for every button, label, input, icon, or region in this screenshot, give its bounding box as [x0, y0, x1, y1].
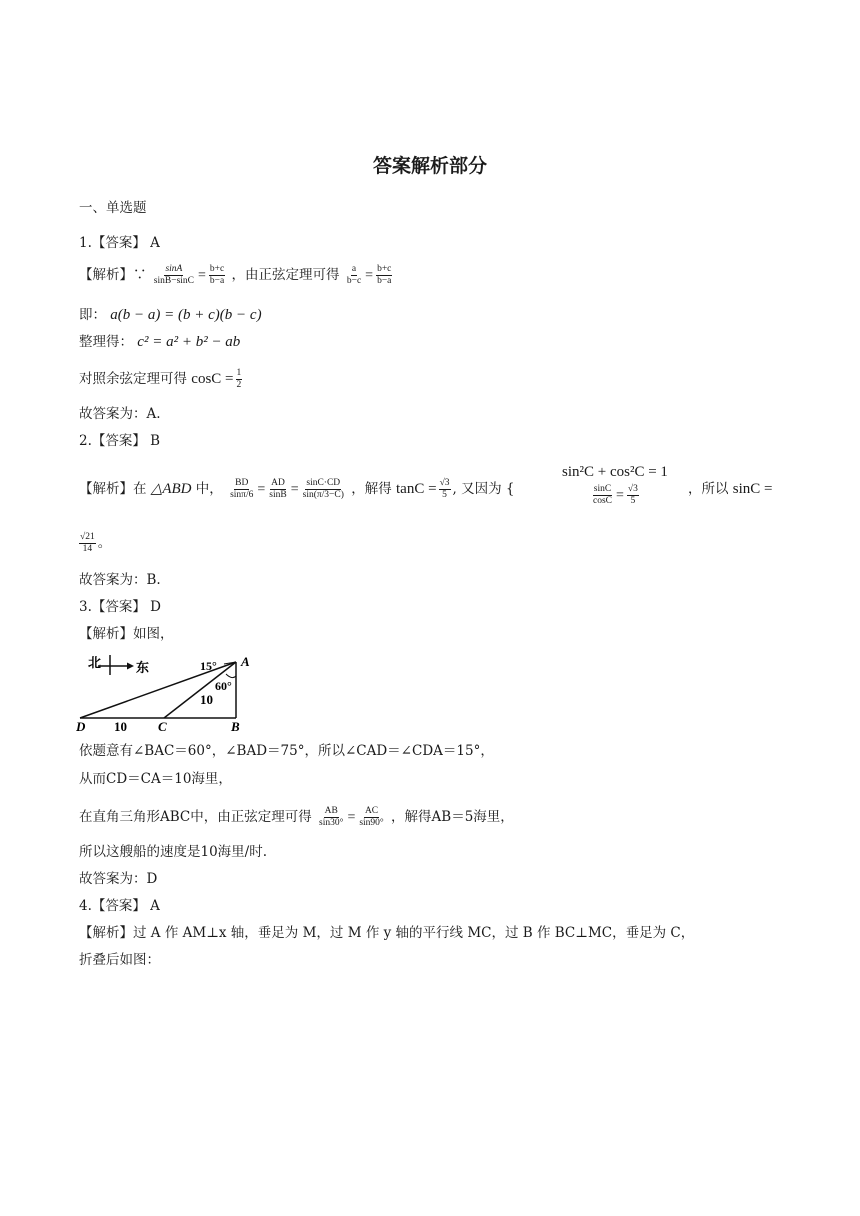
fig-point-d: D — [76, 719, 86, 734]
q1-frac3: $\frac{a}{b-c}$ — [346, 264, 362, 286]
fig-angle-15: 15° — [200, 659, 217, 673]
q3-frac2: $\frac{AC}{\sin 90^\circ}$ — [359, 806, 384, 828]
q1-conclusion: 故答案为：A. — [79, 406, 161, 422]
q2-answer: 2.【答案】 B — [79, 433, 161, 449]
q2-analysis-line1: 【解析】在 △ABD 中， $\frac{BD}{\sin\pi/6}$ = $\frac{AD}{\sin B}$ = $\frac{\sin C\cdot CD}{\sin(\pi/3-C)}$ ，解得 tanC = $\frac{√3}{5}$ , 又因为 { — [79, 478, 515, 500]
q4-line2: 折叠后如图： — [79, 952, 160, 968]
q2-tan-frac: $\frac{√3}{5}$ — [439, 478, 450, 500]
fig-angle-60: 60° — [215, 679, 232, 693]
q3-answer: 3.【答案】 D — [79, 599, 161, 615]
fig-point-a: A — [241, 654, 250, 669]
q1-analysis-line1: 【解析】∵ $\frac{\sin A}{\sin B-\sin C}$ = $\frac{b+c}{b-a}$ ，由正弦定理可得 $\frac{a}{b-c}$ = $\frac{b+c}{b-a}$ — [79, 264, 392, 286]
q4-line1: 【解析】过 A 作 AM⊥x 轴，垂足为 M，过 M 作 y 轴的平行线 MC，过 B 作 BC⊥MC，垂足为 C， — [79, 925, 695, 941]
q3-line3: 在直角三角形ABC中，由正弦定理可得 $\frac{AB}{\sin 30^\circ}$ = $\frac{AC}{\sin 90^\circ}$ ，解得AB＝5海里， — [79, 806, 514, 828]
q1-frac2: $\frac{b+c}{b-a}$ — [209, 264, 225, 286]
q2-triangle: △ABD — [150, 481, 192, 497]
q3-conclusion: 故答案为：D — [79, 871, 158, 887]
fig-point-b: B — [231, 719, 240, 734]
fig-compass-north: 北 — [88, 655, 102, 670]
q2-frac1: $\frac{BD}{\sin\pi/6}$ — [230, 478, 254, 500]
fig-len-ca: 10 — [200, 692, 213, 707]
q2-conclusion: 故答案为：B. — [79, 572, 161, 588]
fig-len-dc: 10 — [114, 719, 127, 734]
q1-line2: 即： a(b − a) = (b + c)(b − c) — [79, 307, 262, 323]
q4-answer: 4.【答案】 A — [79, 898, 160, 914]
q1-frac1: $\frac{\sin A}{\sin B-\sin C}$ — [153, 264, 195, 286]
q3-intro: 【解析】如图， — [79, 626, 174, 642]
q2-result: $\frac{√21}{14}$ 。 — [80, 532, 112, 554]
q2-frac3: $\frac{\sin C\cdot CD}{\sin(\pi/3-C)}$ — [302, 478, 344, 500]
q2-frac2: $\frac{AD}{\sin B}$ — [269, 478, 287, 500]
fig-point-c: C — [158, 719, 167, 734]
section-heading: 一、单选题 — [79, 200, 147, 216]
page-title: 答案解析部分 — [372, 155, 487, 177]
fig-compass-east: 东 — [136, 660, 150, 675]
q1-mid-text: ，由正弦定理可得 — [231, 267, 340, 283]
q1-prefix: 【解析】∵ — [79, 267, 147, 283]
q3-line4: 所以这艘船的速度是10海里/时. — [79, 844, 268, 860]
q1-half: $\frac{1}{2}$ — [236, 368, 242, 390]
fig-compass-arrowhead — [127, 663, 134, 670]
q1-line4: 对照余弦定理可得 cosC = $\frac{1}{2}$ — [79, 368, 242, 390]
q1-answer: 1.【答案】 A — [79, 235, 160, 251]
q1-line3: 整理得： c² = a² + b² − ab — [79, 334, 241, 350]
q1-frac4: $\frac{b+c}{b-a}$ — [377, 264, 392, 286]
q3-frac1: $\frac{AB}{\sin 30^\circ}$ — [319, 806, 344, 828]
q3-line1: 依题意有∠BAC＝60°，∠BAD＝75°，所以∠CAD＝∠CDA＝15°， — [79, 743, 494, 759]
q3-line2: 从而CD＝CA＝10海里， — [79, 771, 232, 787]
q2-system-line2: $\frac{\sin C}{\cos C}$ = $\frac{√3}{5}$ — [593, 484, 638, 506]
q2-suoyi: ，所以 sinC = — [688, 481, 773, 497]
q3-figure — [76, 650, 256, 734]
fig-angle-arc — [226, 674, 236, 678]
q2-system-line1: sin²C + cos²C = 1 — [562, 464, 668, 480]
